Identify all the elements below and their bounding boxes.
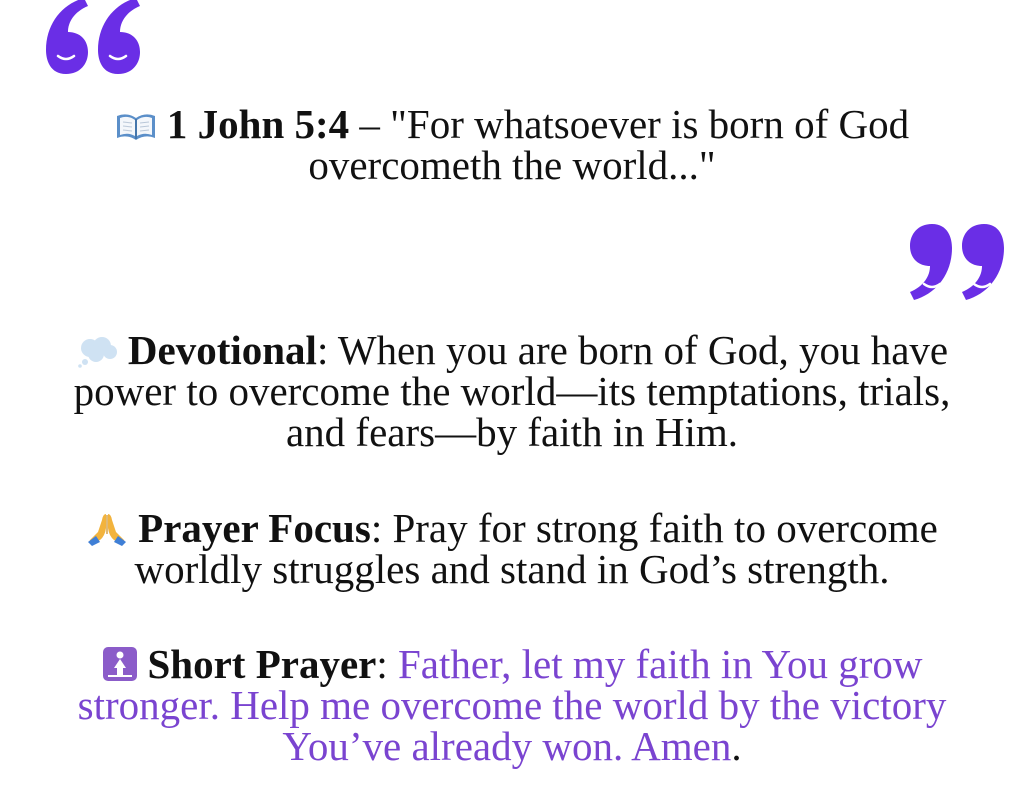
devotional-text-line3: and fears—by faith in Him.	[285, 409, 739, 455]
verse-text-line1: "For whatsoever is born of God	[390, 101, 910, 147]
short-prayer-block	[20, 641, 1004, 769]
short-prayer-end-period: .	[731, 723, 742, 769]
prayer-focus-block	[20, 505, 1004, 592]
prayer-focus-text-line2: worldly struggles and stand in God’s strength.	[134, 546, 890, 592]
place-of-worship-icon	[102, 646, 138, 682]
prayer-focus-text-line1: Pray for strong faith to overcome	[382, 505, 938, 551]
verse-separator: –	[349, 101, 391, 147]
thought-bubble-icon	[76, 336, 118, 368]
short-prayer-colon: :	[376, 641, 388, 687]
devotional-label: Devotional	[127, 327, 317, 373]
short-prayer-text-line3: You’ve already won. Amen	[282, 723, 732, 769]
close-quote-icon	[906, 222, 1006, 304]
open-book-icon	[115, 112, 157, 142]
verse-reference: 1 John 5:4	[166, 101, 350, 147]
verse-text-line2: overcometh the world..."	[308, 142, 716, 188]
prayer-focus-colon: :	[370, 505, 383, 551]
praying-hands-icon	[86, 512, 128, 546]
open-quote-icon	[44, 0, 144, 76]
devotional-text-line2: power to overcome the world—its temptations, trials,	[73, 368, 951, 414]
short-prayer-text-line1: Father, let my faith in You grow	[387, 641, 923, 687]
short-prayer-text-line2: stronger. Help me overcome the world by the victory	[77, 682, 947, 728]
verse-block	[20, 101, 1004, 188]
devotional-block	[20, 327, 1004, 455]
prayer-focus-label: Prayer Focus	[138, 505, 371, 551]
devotional-text-line1: When you are born of God, you have	[328, 327, 949, 373]
devotional-colon: :	[316, 327, 329, 373]
short-prayer-label: Short Prayer	[147, 641, 377, 687]
